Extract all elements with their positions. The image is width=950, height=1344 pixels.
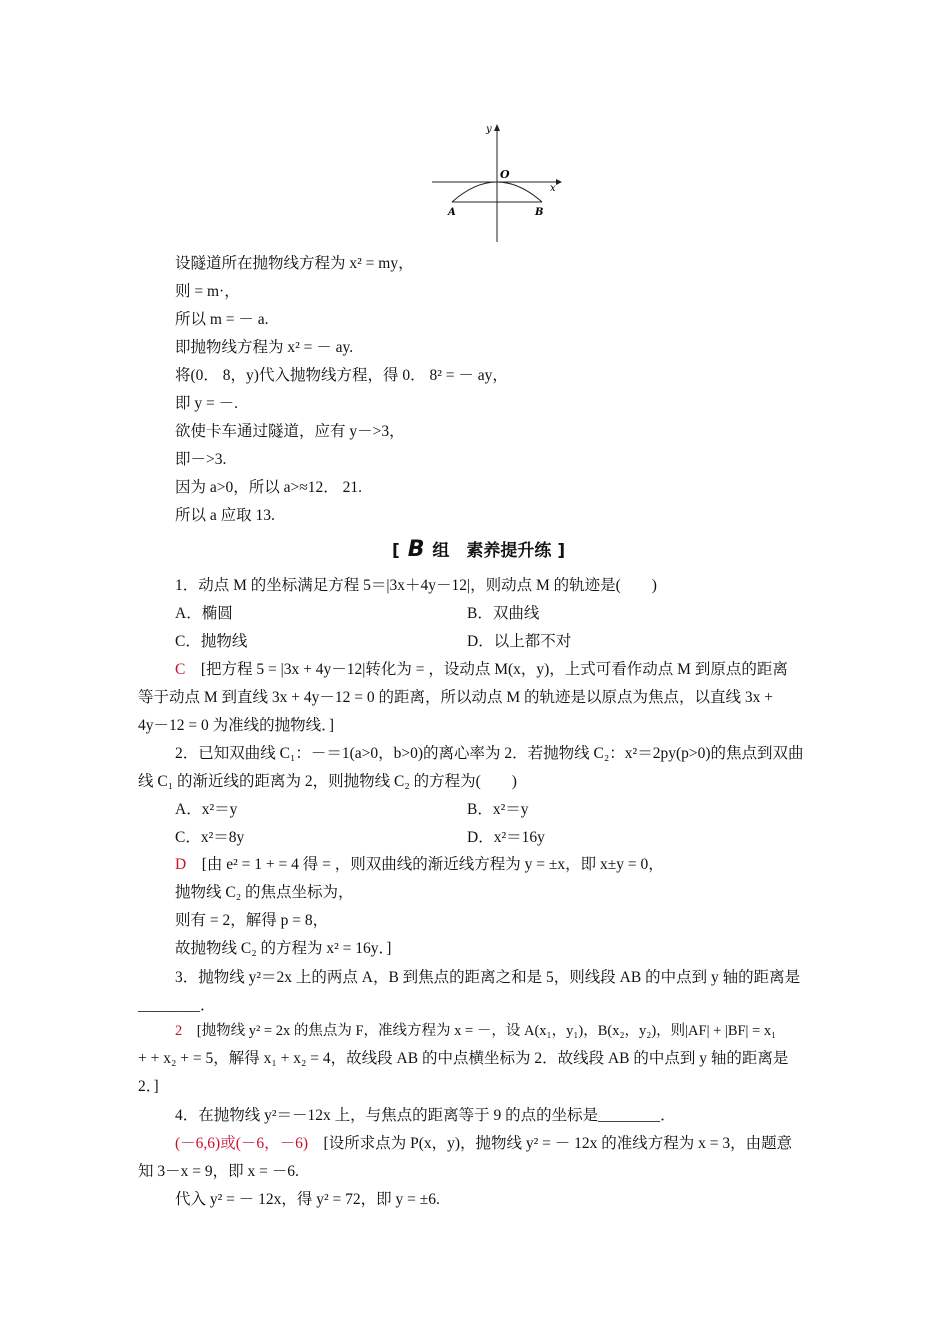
q2-option-a: A．x²＝y — [175, 801, 238, 818]
q4-answer: (－6,6)或(－6，－6) — [175, 1135, 309, 1152]
solution-line: 所以 m = － a. — [175, 311, 269, 328]
q1-option-c: C．抛物线 — [175, 633, 248, 650]
q3-explanation-line: + + x₂ + = 5，解得 x₁ + x₂ = 4，故线段 AB 的中点横坐标为 2．故线段 AB 的中点到 y 轴的距离是 — [138, 1050, 789, 1067]
q1-option-a: A．椭圆 — [175, 605, 233, 622]
q3-answer: 2 — [175, 1023, 183, 1039]
q2-answer: D — [175, 856, 187, 873]
y-axis-label: y — [486, 124, 492, 135]
q2-option-d: D．x²＝16y — [467, 829, 545, 846]
q2-option-c: C．x²＝8y — [175, 829, 245, 846]
q2-explanation-line: 则有 = 2，解得 p = 8， — [175, 912, 329, 929]
section-bracket-open: [ — [392, 541, 400, 561]
solution-line: 即 y = －. — [175, 395, 238, 412]
x-axis-arrow — [556, 179, 562, 185]
solution-line: 即抛物线方程为 x² = － ay. — [175, 339, 354, 356]
q1-option-d: D．以上都不对 — [467, 633, 572, 650]
solution-line: 则 = m·， — [175, 283, 240, 300]
q2-explanation — [175, 855, 664, 875]
q1-answer: C — [175, 661, 186, 678]
solution-line: 将(0． 8，y)代入抛物线方程，得 0． 8² = － ay， — [175, 367, 508, 384]
q3-stem: 3．抛物线 y²＝2x 上的两点 A，B 到焦点的距离之和是 5，则线段 AB 的中点到 y 轴的距离是 — [175, 969, 801, 986]
q3-explanation — [175, 1021, 776, 1041]
q1-explanation-text: [把方程 5 = |3x + 4y－12|转化为 = ，设动点 M(x，y)，上式可看作动点 M 到原点的距离 — [200, 661, 788, 678]
section-group-letter: B — [407, 537, 425, 562]
q2-stem: 2．已知双曲线 C₁：－＝1(a>0，b>0)的离心率为 2．若抛物线 C₂：x²＝2py(p>0)的焦点到双曲 — [175, 745, 804, 762]
q4-explanation-text: [设所求点为 P(x，y)，抛物线 y² = － 12x 的准线方程为 x = 3，由题意 — [323, 1135, 793, 1152]
q2-explanation-line: 抛物线 C₂ 的焦点坐标为， — [175, 884, 354, 901]
solution-line: 欲使卡车通过隧道，应有 y－>3， — [175, 423, 405, 440]
q4-stem: 4．在抛物线 y²＝－12x 上，与焦点的距离等于 9 的点的坐标是________． — [175, 1107, 676, 1124]
solution-line: 即－>3. — [175, 451, 227, 468]
q4-explanation-line: 代入 y² = － 12x，得 y² = 72，即 y = ±6. — [175, 1191, 440, 1208]
q1-explanation-line: 4y－12 = 0 为准线的抛物线．] — [138, 717, 335, 734]
q2-explanation-line: 故抛物线 C₂ 的方程为 x² = 16y．] — [175, 940, 392, 957]
q4-explanation — [175, 1134, 792, 1154]
q2-option-b: B．x²＝y — [467, 801, 529, 818]
point-a-label: A — [448, 207, 456, 218]
q1-explanation-line: 等于动点 M 到直线 3x + 4y－12 = 0 的距离，所以动点 M 的轨迹是以原点为焦点，以直线 3x + — [138, 689, 774, 706]
q4-explanation-line: 知 3－x = 9，即 x = －6. — [138, 1163, 299, 1180]
x-axis-label: x — [550, 183, 556, 194]
section-heading — [392, 536, 565, 562]
q1-stem: 1．动点 M 的坐标满足方程 5＝|3x＋4y－12|，则动点 M 的轨迹是( ) — [175, 577, 657, 594]
solution-line: 设隧道所在抛物线方程为 x² = my， — [175, 255, 414, 272]
solution-line: 所以 a 应取 13. — [175, 507, 275, 524]
q3-stem-line: ________． — [138, 997, 216, 1014]
solution-line: 因为 a>0，所以 a>≈12． 21. — [175, 479, 362, 496]
section-bracket-close: ] — [557, 541, 566, 561]
q2-explanation-text: [由 e² = 1 + = 4 得 = ，则双曲线的渐近线方程为 y = ±x，即 x±y = 0， — [201, 856, 664, 873]
origin-label: O — [500, 168, 510, 181]
point-b-label: B — [535, 207, 544, 218]
q2-stem-line: 线 C₁ 的渐近线的距离为 2，则抛物线 C₂ 的方程为( ) — [138, 773, 517, 790]
q1-option-b: B．双曲线 — [467, 605, 540, 622]
section-title: 组 素养提升练 — [432, 541, 552, 561]
tunnel-parabola-figure — [420, 118, 570, 246]
q3-explanation-text: [抛物线 y² = 2x 的焦点为 F，准线方程为 x = －，设 A(x₁，y₁)，B(x₂，y₂)，则|AF| + |BF| = x₁ — [196, 1023, 777, 1039]
q3-explanation-line: 2．] — [138, 1078, 159, 1095]
y-axis-arrow — [494, 124, 500, 131]
q1-explanation — [175, 660, 788, 680]
